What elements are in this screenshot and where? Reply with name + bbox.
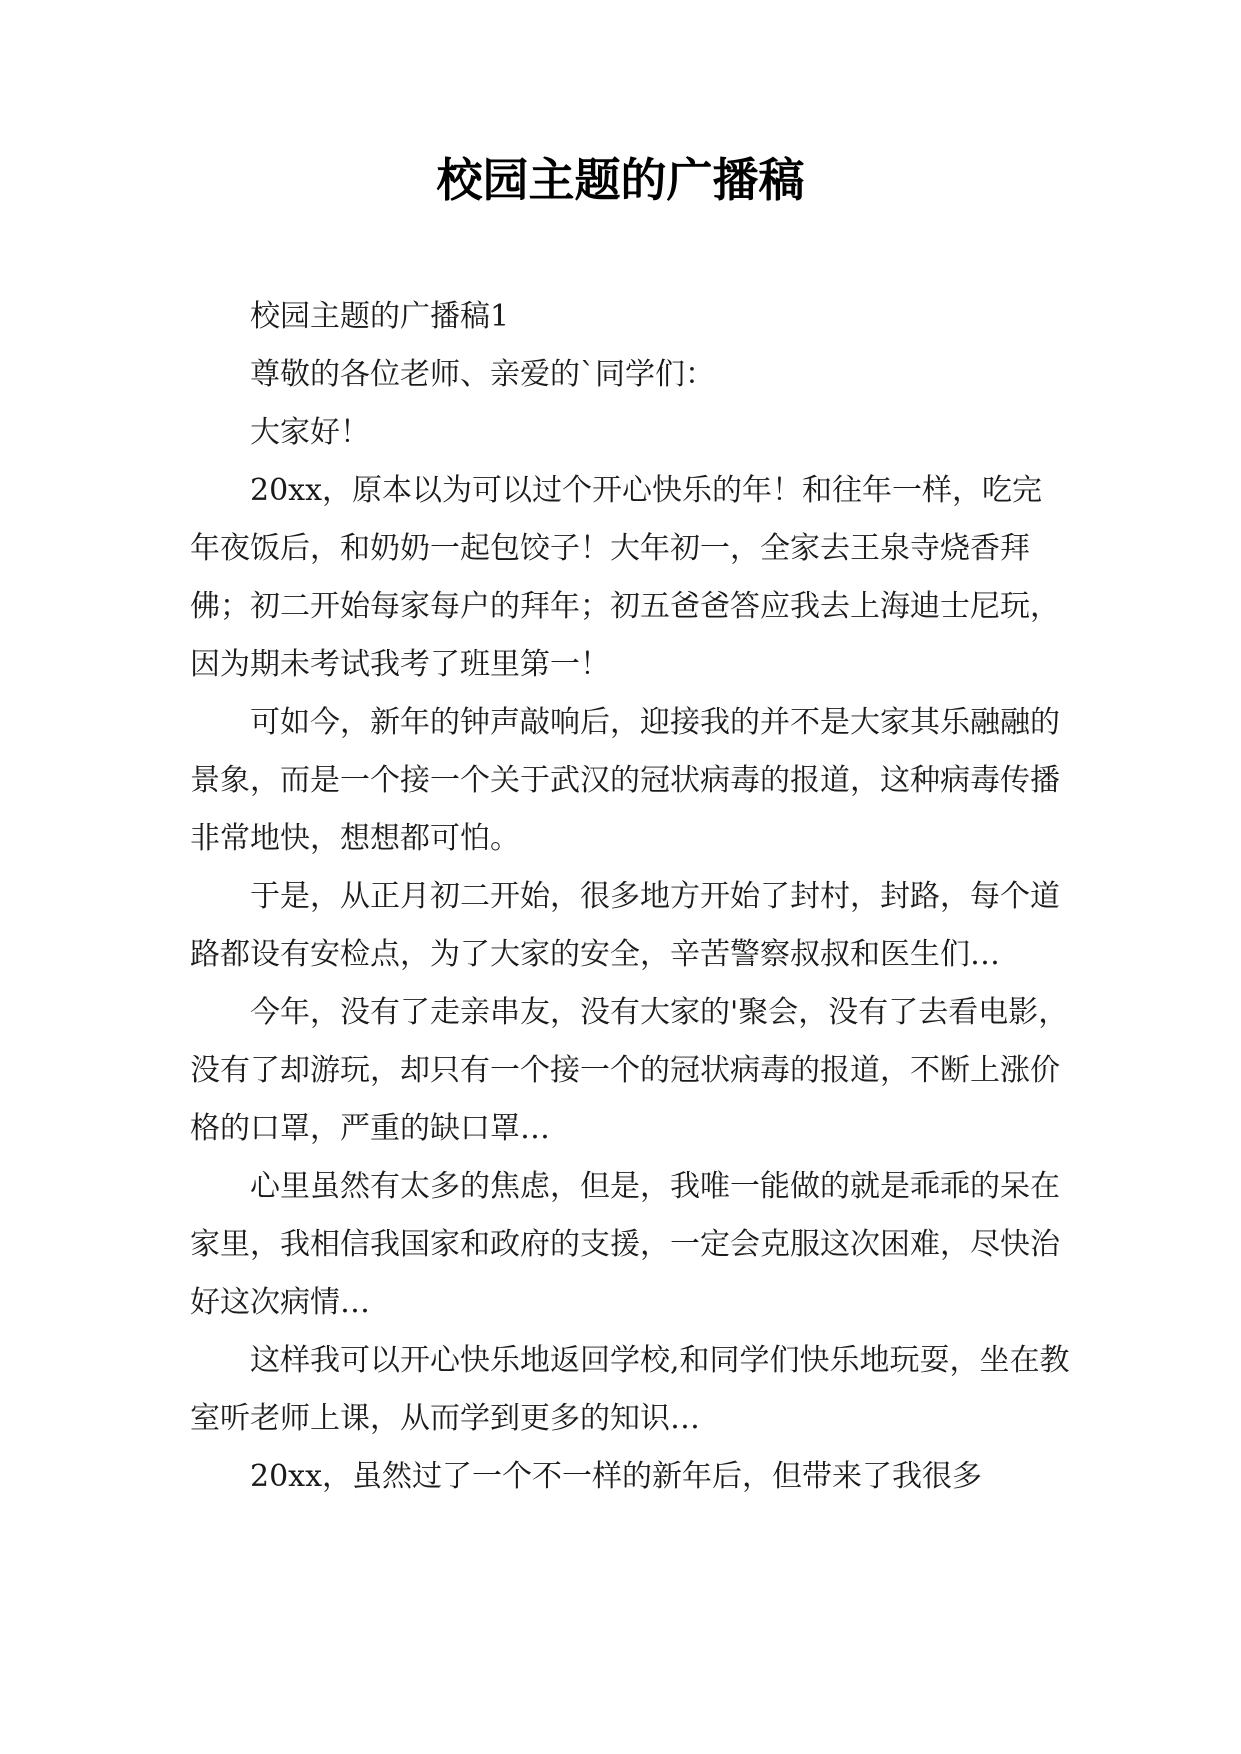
paragraph: 这样我可以开心快乐地返回学校,和同学们快乐地玩耍，坐在教室听老师上课，从而学到更多的知识… bbox=[190, 1343, 1070, 1436]
paragraph-salutation: 尊敬的各位老师、亲爱的`同学们： bbox=[250, 357, 715, 392]
paragraph: 于是，从正月初二开始，很多地方开始了封村，封路，每个道路都设有安检点，为了大家的安全，辛苦警察叔叔和医生们… bbox=[190, 879, 1060, 972]
paragraph: 心里虽然有太多的焦虑，但是，我唯一能做的就是乖乖的呆在家里，我相信我国家和政府的支援，一定会克服这次困难，尽快治好这次病情… bbox=[190, 1169, 1060, 1320]
paragraph-truncated: 20xx，虽然过了一个不一样的新年后，但带来了我很多 bbox=[250, 1459, 983, 1494]
document-title: 校园主题的广播稿 bbox=[436, 153, 805, 207]
paragraph-greeting: 大家好！ bbox=[250, 415, 370, 450]
paragraph: 今年，没有了走亲串友，没有大家的'聚会，没有了去看电影，没有了却游玩，却只有一个接一个的冠状病毒的报道，不断上涨价格的口罩，严重的缺口罩… bbox=[190, 995, 1069, 1146]
paragraph: 可如今，新年的钟声敲响后，迎接我的并不是大家其乐融融的景象，而是一个接一个关于武汉的冠状病毒的报道，这种病毒传播非常地快，想想都可怕。 bbox=[190, 705, 1060, 856]
document-body bbox=[190, 288, 1070, 1506]
paragraph: 20xx，原本以为可以过个开心快乐的年！和往年一样，吃完年夜饭后，和奶奶一起包饺子！大年初一，全家去王泉寺烧香拜佛；初二开始每家每户的拜年；初五爸爸答应我去上海迪士尼玩，因为期未考试我考了班里第一！ bbox=[190, 473, 1060, 682]
paragraph-heading: 校园主题的广播稿1 bbox=[250, 299, 510, 334]
